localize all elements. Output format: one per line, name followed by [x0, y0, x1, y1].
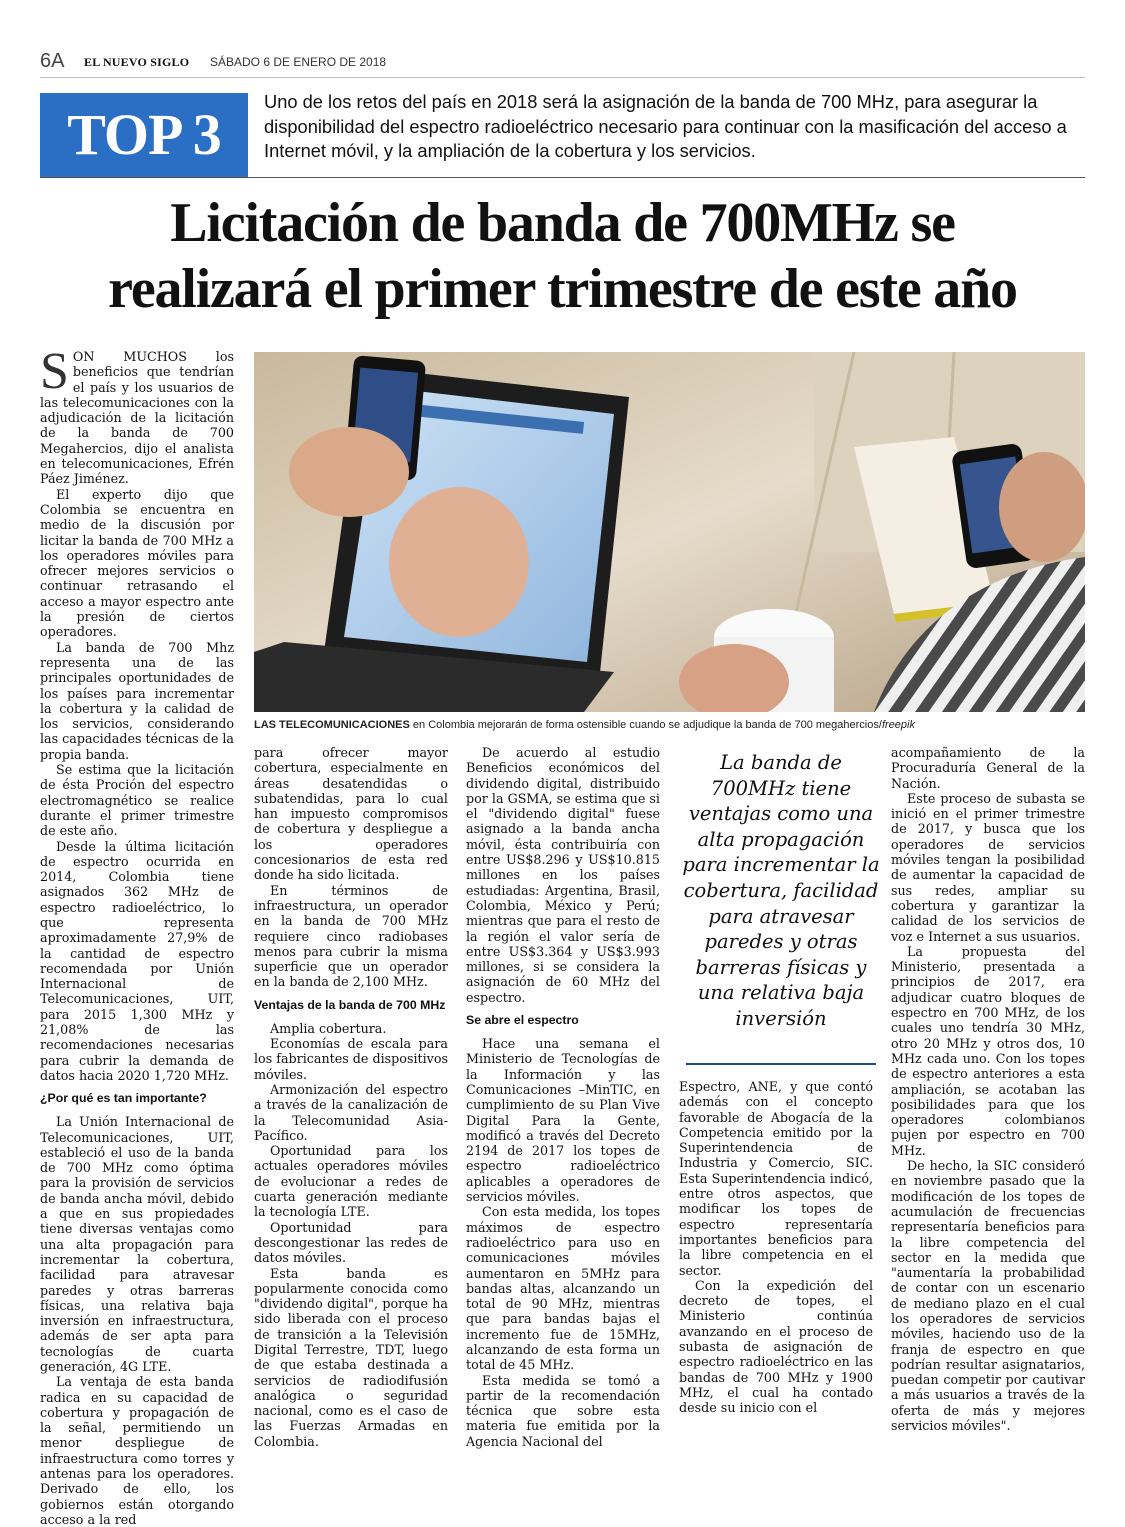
photo-illustration — [254, 352, 1085, 712]
article-column-4 — [679, 1079, 873, 1416]
col1-paragraph-4: Se estima que la licitación de ésta Proción del espectro electromagnético se realice durante el primer trimestre de este año. — [40, 762, 234, 839]
newspaper-name: EL NUEVO SIGLO — [84, 55, 190, 69]
col2-paragraph-8: Esta banda es popularmente conocida como "dividendo digital", porque ha sido liberada con el proceso de transición a la Televisión Digital Terrestre, TDT, luego de que estaba destinada a servicios de radiodifusión analógica o seguridad nacional, como es el caso de las Fuerzas Armadas en Colombia. — [254, 1265, 448, 1449]
caption-lead: LAS TELECOMUNICACIONES — [254, 719, 410, 731]
col1-paragraph-6: La Unión Internacional de Telecomunicaciones, UIT, estableció el uso de la banda de 700 MHz como óptima para la provisión de servicios de banda ancha móvil, debido a que en sus propiedades tiene diversas ventajas como una alta propagación para incrementar la cobertura, facilidad para atravesar paredes y otras barreras físicas, una relativa baja inversión en infraestructura, además de ser apta para tecnologías de cuarta generación, 4G LTE. — [40, 1114, 234, 1374]
caption-text: en Colombia mejorarán de forma ostensible cuando se adjudique la banda de 700 megahercios/ — [409, 719, 882, 731]
col3-paragraph-1: De acuerdo al estudio Beneficios económicos del dividendo digital, distribuido por la GSMA, se estima que si el "dividendo digital" fuese asignado a la banda ancha móvil, ésta contribuiría con entre US$8.296 y US$10.815 millones en los países estudiadas: Argentina, Brasil, Colombia, México y Perú; mientras que para el resto de la región el valor sería de entre US$3.364 y US$3.993 millones, si se considera la asignación de 60 MHz del espectro. — [466, 745, 660, 1005]
page-header — [40, 50, 1085, 80]
banner-intro: Uno de los retos del país en 2018 será la asignación de la banda de 700 MHz, para asegurar la disponibilidad del espectro radioeléctrico necesario para continuar con la masificación del acceso a Internet móvil, y la ampliación de la cobertura y los servicios. — [264, 91, 1067, 161]
col2-paragraph-3: Amplia cobertura. — [270, 1020, 387, 1036]
col3-paragraph-4: Esta medida se tomó a partir de la recomendación técnica que sobre esta materia fue emitida por la Agencia Nacional del — [466, 1372, 660, 1449]
article-column-5 — [891, 745, 1085, 1433]
drop-cap: S — [40, 343, 69, 400]
col2-paragraph-2: En términos de infraestructura, un operador en la banda de 700 MHz requiere cinco radiobases menos para cubrir la misma superficie que un operador en la banda de 2,100 MHz. — [254, 882, 448, 990]
article-photo — [254, 352, 1085, 712]
col3-subhead: Se abre el espectro — [466, 1013, 579, 1028]
top3-label: TOP 3 — [40, 93, 248, 177]
headline — [40, 190, 1085, 322]
col3-paragraph-3: Con esta medida, los topes máximos de espectro radioeléctrico para uso en comunicaciones móviles aumentaron en 5MHz para bandas altas, alcanzando un total de 90 MHz, mientras que para bandas bajas el incremento fue de 15MHz, alcanzando de esta forma un total de 45 MHz. — [466, 1204, 660, 1373]
col2-paragraph-6: Oportunidad para los actuales operadores móviles de evolucionar a redes de cuarta generación mediante la tecnología LTE. — [254, 1143, 448, 1220]
headline-line-2: realizará el primer trimestre de este año — [108, 258, 1017, 320]
col1-paragraph-3: La banda de 700 Mhz representa una de las principales oportunidades de los países para incrementar la cobertura y la calidad de los servicios, considerando las capacidades técnicas de la propia banda. — [40, 639, 234, 762]
banner-rule — [40, 177, 1085, 178]
col1-paragraph-2: El experto dijo que Colombia se encuentra en medio de la discusión por licitar la banda de 700 MHz a los operadores móviles para ofrecer mejores servicios o continuar retrasando el acceso a mayor espectro ante la presión de ciertos operadores. — [40, 486, 234, 640]
col5-paragraph-2: Este proceso de subasta se inició en el primer trimestre de 2017, y busca que los operadores de servicios móviles tengan la posibilidad de aumentar la capacidad de sus redes, ampliar su cobertura y garantizar la calidad de los servicios de voz e Internet a sus usuarios. — [891, 790, 1085, 944]
col1-p1-text: ON MUCHOS los beneficios que tendrían el país y los usuarios de las telecomunicaciones con la adjudicación de la licitación de la banda de 700 Megahercios, dijo el analista en telecomunicaciones, Efrén Páez Jiménez. — [40, 349, 234, 487]
header-rule — [40, 77, 1085, 78]
col2-paragraph-4: Economías de escala para los fabricantes de dispositivos móviles. — [254, 1036, 448, 1082]
col1-paragraph-7: La ventaja de esta banda radica en su capacidad de cobertura y propagación de la señal, permitiendo un menor despliegue de infraestructura como torres y antenas para los operadores. Derivado de ello, los gobiernos están otorgando acceso a la red — [40, 1374, 234, 1527]
pull-quote-rule — [686, 1063, 876, 1065]
article-column-3 — [466, 745, 660, 1449]
col1-paragraph-1 — [40, 343, 234, 487]
col1-paragraph-5: Desde la última licitación de espectro ocurrida en 2014, Colombia tiene asignados 362 MHz de espectro radioeléctrico, lo que representa aproximadamente 27,9% de la cantidad de espectro recomendada por Unión Internacional de Telecomunicaciones, UIT, para 2015 1,300 MHz y 21,08% de las recomendaciones necesarias para cubrir la demanda de datos hacia 2020 1,720 MHz. — [40, 838, 234, 1083]
headline-line-1: Licitación de banda de 700MHz se — [170, 192, 955, 254]
article-column-1 — [40, 343, 234, 1527]
col1-subhead: ¿Por qué es tan importante? — [40, 1091, 207, 1106]
col5-paragraph-3: La propuesta del Ministerio, presentada a principios de 2017, era adjudicar cuatro bloques de espectro en 700 MHz, de los cuales uno tendría 30 MHz, otro 20 MHz y otros dos, 10 MHz cada uno. Con los topes de espectro anteriores a esta ampliación, se acotaban las posibilidades para que los operadores colombianos pujen por espectro en 700 MHz. — [891, 943, 1085, 1158]
photo-caption — [254, 718, 1085, 732]
page-number: 6A — [40, 50, 65, 72]
col5-paragraph-1: acompañamiento de la Procuraduría General de la Nación. — [891, 745, 1085, 791]
col5-paragraph-4: De hecho, la SIC consideró en noviembre pasado que la modificación de los topes de acumulación de frecuencias representaría beneficios para la libre competencia del sector en la medida que "aumentaría la probabilidad de contar con un escenario de mediano plazo en el cual los operadores de servicios móviles, haciendo uso de la franja de espectro en que podrían resultar asignatarios, puedan competir por cautivar a más usuarios a través de la oferta de más y mejores servicios móviles". — [891, 1158, 1085, 1434]
pull-quote: La banda de 700MHz tiene ventajas como una alta propagación para incrementar la cobertura, facilidad para atravesar paredes y otras barreras físicas y una relativa baja inversión — [682, 751, 880, 1030]
col2-paragraph-5: Armonización del espectro a través de la canalización de la Telecomunidad Asia-Pacífico. — [254, 1081, 448, 1143]
col2-paragraph-7: Oportunidad para descongestionar las redes de datos móviles. — [254, 1219, 448, 1266]
col3-paragraph-2: Hace una semana el Ministerio de Tecnologías de la Información y las Comunicaciones –MinTIC, en cumplimiento de su Plan Vive Digital Para la Gente, modificó a través del Decreto 2194 de 2017 los topes de espectro radioeléctrico aplicables a operadores de servicios móviles. — [466, 1036, 660, 1205]
col2-subhead: Ventajas de la banda de 700 MHz — [254, 997, 446, 1012]
col4-paragraph-2: Con la expedición del decreto de topes, el Ministerio continúa avanzando en el proceso de subasta de asignación de espectro radioeléctrico en las bandas de 700 MHz y 1900 MHz, el cual ha contado desde su inicio con el — [679, 1277, 873, 1416]
col2-paragraph-1: para ofrecer mayor cobertura, especialmente en áreas desatendidas o subatendidas, para lo cual han impuesto compromisos de cobertura y despliegue a los operadores concesionarios de esta red donde ha sido licitada. — [254, 745, 448, 883]
issue-date: SÁBADO 6 DE ENERO DE 2018 — [210, 55, 387, 69]
caption-credit: freepik — [881, 719, 915, 731]
col4-paragraph-1: Espectro, ANE, y que contó además con el concepto favorable de Abogacía de la Competencia emitido por la Superintendencia de Industria y Comercio, SIC. Esta Superintendencia indicó, entre otros aspectos, que modificar los topes de espectro representaría importantes beneficios para la libre competencia en el sector. — [679, 1079, 873, 1278]
article-column-2 — [254, 745, 448, 1449]
